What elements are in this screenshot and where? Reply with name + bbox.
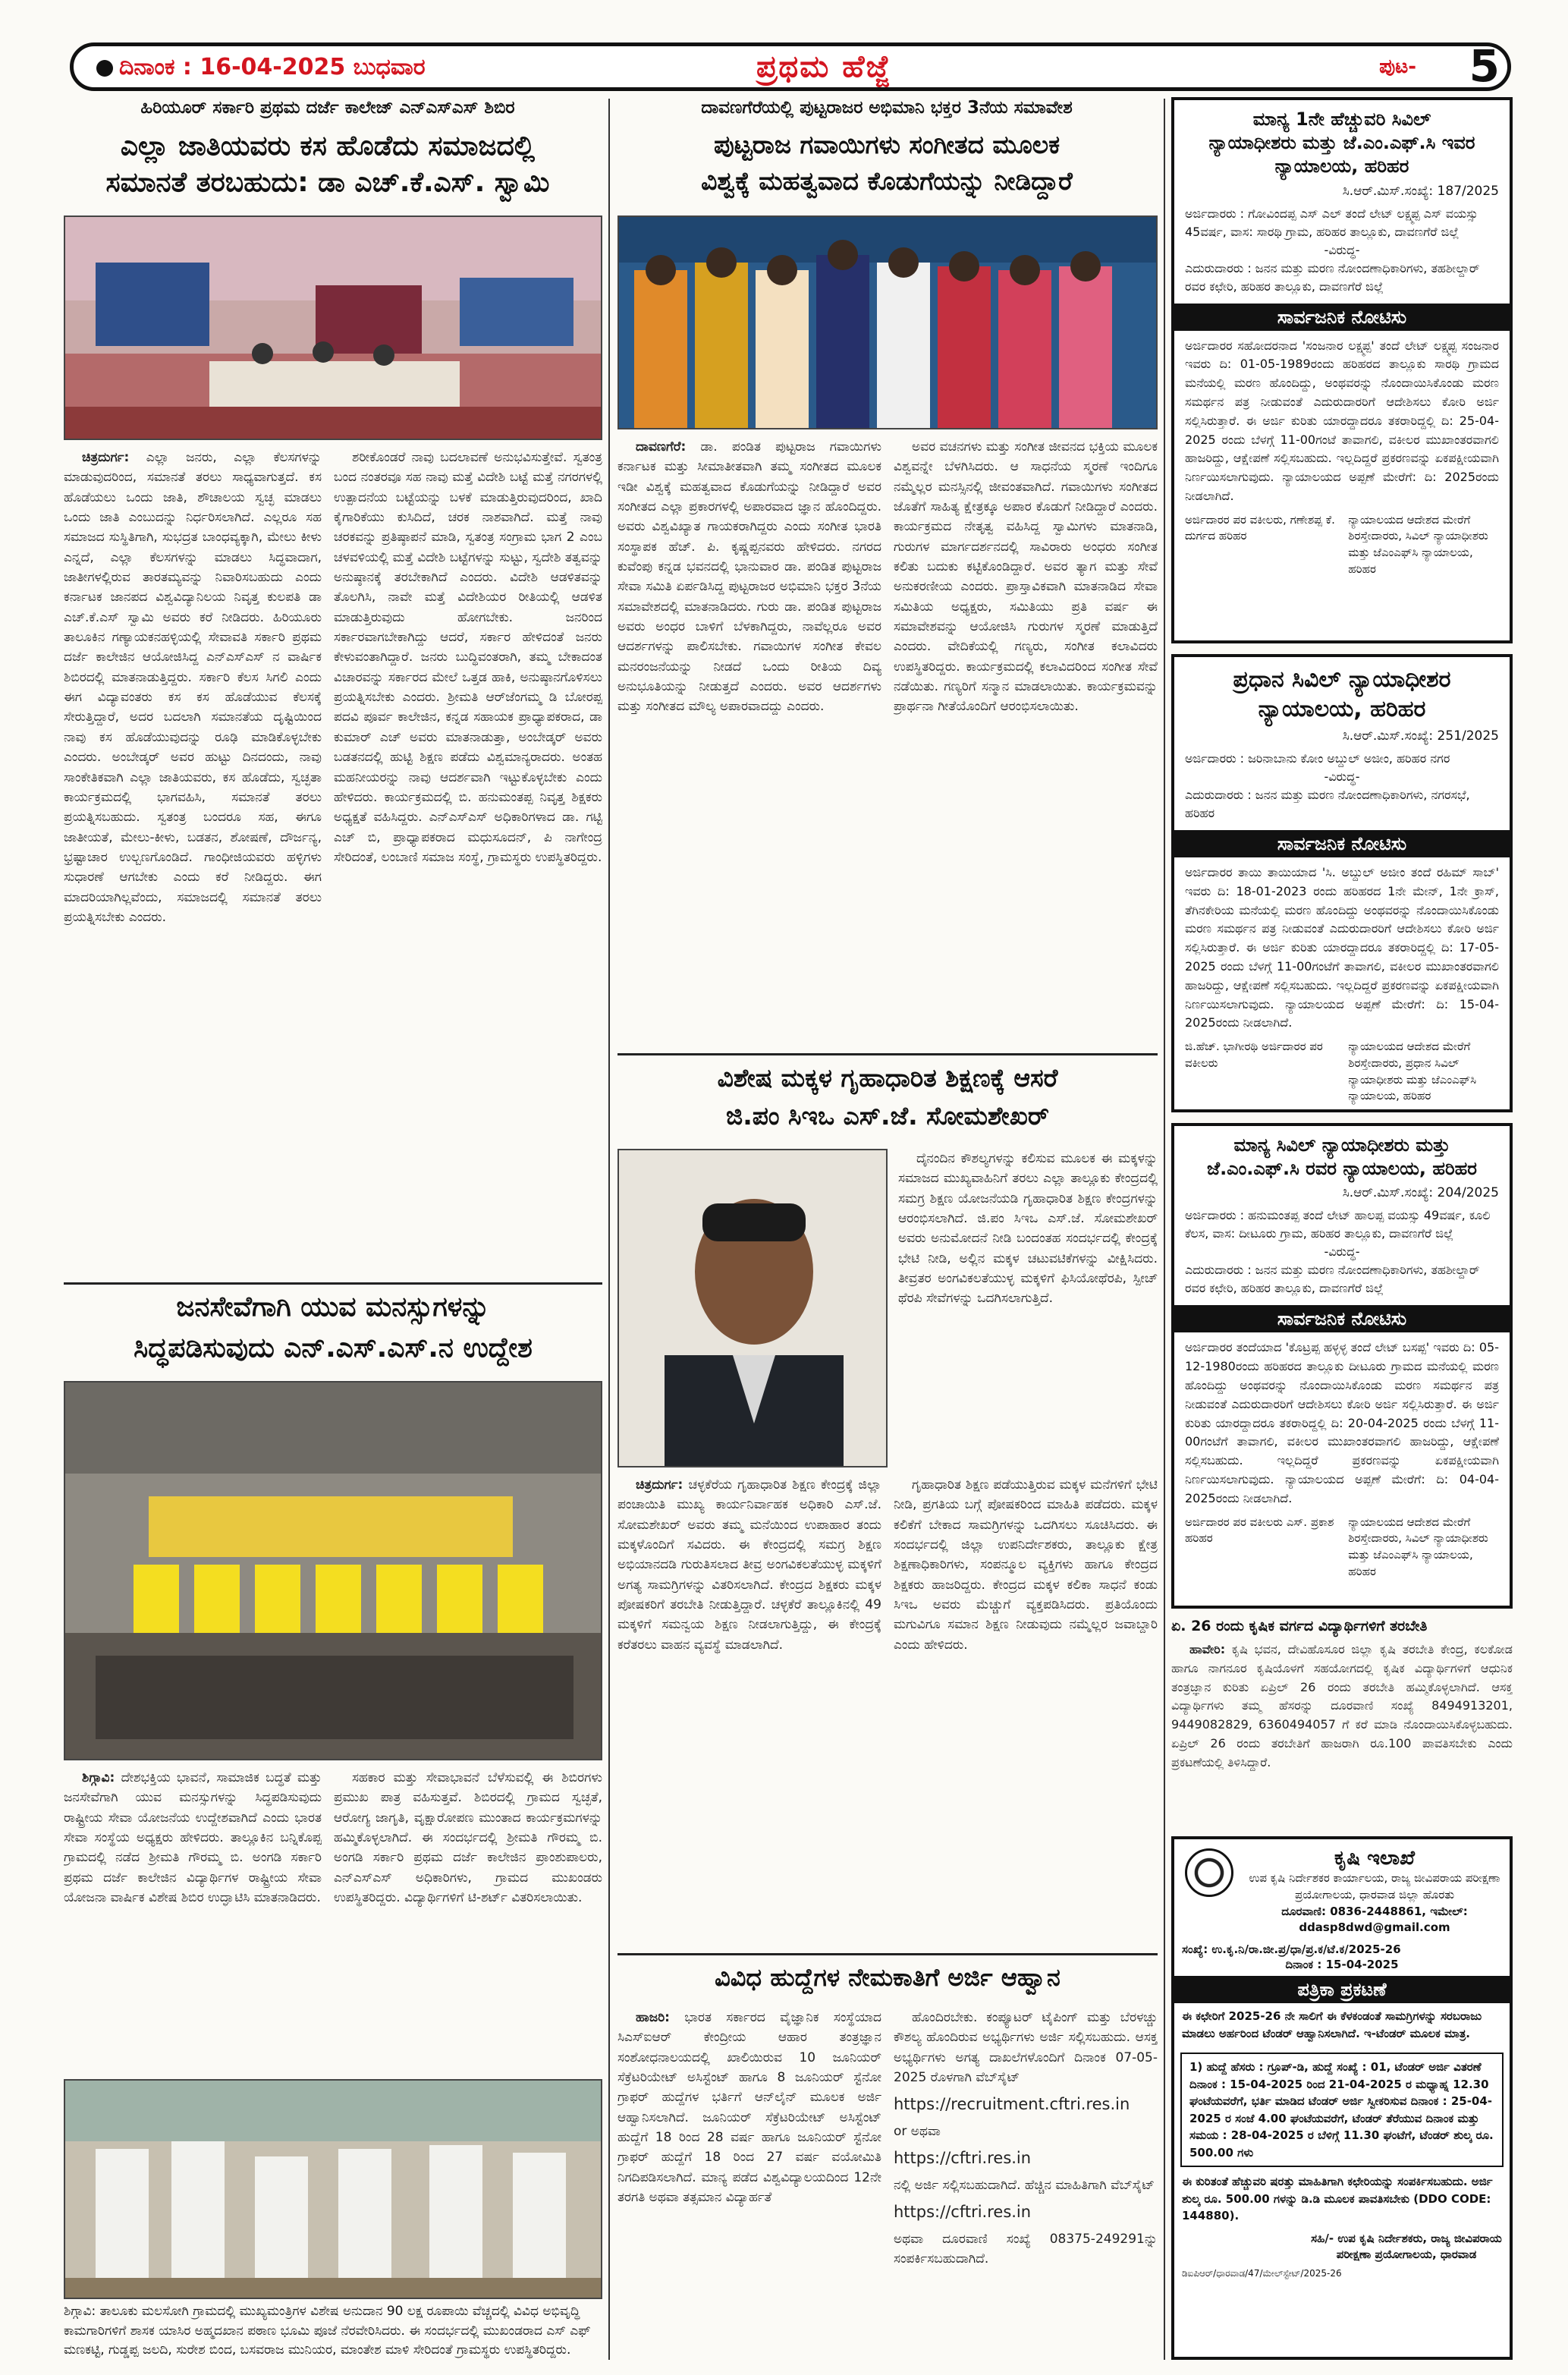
krishi-notes: ಈ ಕುರಿತಂತೆ ಹೆಚ್ಚುವರಿ ಷರತ್ತು ಮಾಹಿತಿಗಾಗಿ ಕಛೇರಿಯನ್ನು ಸಂಪರ್ಕಿಸಬಹುದು. ಅರ್ಜಿ ಶುಲ್ಕ ರೂ. 500.00 ಗಳನ್ನು ಡಿ.ಡಿ ಮೂಲಕ ಪಾವತಿಸಬೇಕು (DDO CODE: 144880). <box>1182 2175 1493 2222</box>
notice2-petitioner: ಅರ್ಜಿದಾರರು : ಜರಿನಾಬಾನು ಕೋಂ ಅಬ್ದುಲ್ ಅಜೀಂ, ಹರಿಹರ ನಗರ <box>1185 751 1450 766</box>
notice1-respondent: ಎದುರುದಾರರು : ಜನನ ಮತ್ತು ಮರಣ ನೋಂದಣಾಧಿಕಾರಿಗಳು, ತಹಶೀಲ್ದಾರ್ ರವರ ಕಛೇರಿ, ಹರಿಹರ ತಾಲ್ಲೂಕು, ದಾವಣಗೆರೆ ಜಿಲ್ಲೆ <box>1185 260 1480 294</box>
notice2-signature-left: ಜಿ.ಹೆಚ್. ಭಾಗೀರಥಿ ಅರ್ಜಿದಾರರ ಪರ ವಕೀಲರು <box>1185 1040 1323 1070</box>
recruitment-link[interactable]: https://recruitment.cftri.res.in <box>894 2095 1130 2114</box>
story5-dateline: ಹಾಜರಿ: <box>636 2010 670 2025</box>
notice1-signature-left: ಅರ್ಜಿದಾರರ ಪರ ವಕೀಲರು, ಗಣೇಶಪ್ಪ ಕೆ. ದುರ್ಗದ ಹರಿಹರ <box>1185 512 1335 543</box>
story2-kicker: ದಾವಣಗೆರೆಯಲ್ಲಿ ಪುಟ್ಟರಾಜರ ಅಭಿಮಾನಿ ಭಕ್ತರ 3ನೆಯ ಸಮಾವೇಶ <box>701 98 1073 118</box>
story4-column-top <box>898 1149 1158 1467</box>
page-number: 5 <box>1469 40 1500 92</box>
section-divider <box>64 1282 602 1285</box>
brief-headline: ಏ. 26 ರಂದು ಕೃಷಿಕ ವರ್ಗದ ವಿದ್ಯಾರ್ಥಿಗಳಿಗೆ ತರಬೇತಿ <box>1171 1618 1428 1634</box>
krishi-reference: ಸಂಖ್ಯೆ: ಉ.ಕೃ.ನಿ/ರಾ.ಜೀ.ಪ್ರ/ಧಾ/ಪ್ರ.ಕ/ಟೆ.ಕ/2025-26 <box>1182 1942 1401 1956</box>
story5-text-3: ನಲ್ಲಿ ಅರ್ಜಿ ಸಲ್ಲಿಸಬಹುದಾಗಿದೆ. ಹೆಚ್ಚಿನ ಮಾಹಿತಿಗಾಗಿ ವೆಬ್‌ಸೈಟ್ <box>894 2177 1155 2193</box>
story5-headline: ವಿವಿಧ ಹುದ್ದೆಗಳ ನೇಮಕಾತಿಗೆ ಅರ್ಜಿ ಆಹ್ವಾನ <box>715 1963 1061 1992</box>
brief-body <box>1171 1640 1513 1829</box>
story5-column-1 <box>617 2008 881 2364</box>
story2-column-2 <box>894 437 1158 1044</box>
story4-portrait-photo <box>617 1149 888 1467</box>
story2-headline-2: ವಿಶ್ವಕ್ಕೆ ಮಹತ್ವವಾದ ಕೊಡುಗೆಯನ್ನು ನೀಡಿದ್ದಾರೆ <box>701 166 1073 196</box>
notice2-case-no: ಸಿ.ಆರ್.ಮಿಸ್.ಸಂಖ್ಯೆ: 251/2025 <box>1342 728 1499 744</box>
notice2-respondent: ಎದುರುದಾರರು : ಜನನ ಮತ್ತು ಮರಣ ನೋಂದಣಾಧಿಕಾರಿಗಳು, ನಗರಸಭೆ, ಹರಿಹರ <box>1185 788 1470 820</box>
press-release-banner: ಪತ್ರಿಕಾ ಪ್ರಕಟಣೆ <box>1174 1976 1510 2003</box>
link-separator: or ಅಥವಾ <box>894 2123 941 2139</box>
story2-headline-1: ಪುಟ್ಟರಾಜ ಗವಾಯಿಗಳು ಸಂಗೀತದ ಮೂಲಕ <box>713 130 1061 159</box>
notice1-versus: -ವಿರುದ್ಧ- <box>1324 242 1360 257</box>
notice3-text: ಅರ್ಜಿದಾರರ ತಂದೆಯಾದ 'ಕೊಟ್ರಪ್ಪ ಹಳ್ಳಳ್ಳ ತಂದೆ ಲೇಟ್ ಬಸಪ್ಪ' ಇವರು ದಿ: 05-12-1980ರಂದು ಹರಿಹರದ ತಾಲ್ಲೂಕು ದೀಟೂರು ಗ್ರಾಮದ ಮನೆಯಲ್ಲಿ ಮರಣ ಹೊಂದಿದ್ದು ಅಂಥವರನ್ನು ನೊಂದಾಯಿಸಿಕೊಂಡು ಮರಣ ಸಮರ್ಥನ ಪತ್ರ ನೀಡುವಂತೆ ಎದುರುದಾರರಿಗೆ ಆದೇಶಿಸಲು ಕೋರಿ ಅರ್ಜಿ ಸಲ್ಲಿಸಿರುತ್ತಾರೆ. ಈ ಅರ್ಜಿ ಕುರಿತು ಯಾರದ್ದಾದರೂ ತಕರಾರಿದ್ದಲ್ಲಿ ದಿ: 20-04-2025 ರಂದು ಬೆಳಗ್ಗೆ 11-00ಗಂಟೆಗೆ ತಾವಾಗಲಿ, ವಕೀಲರ ಮುಖಾಂತರವಾಗಲಿ ಹಾಜರಿದ್ದು, ಆಕ್ಷೇಪಣೆ ಸಲ್ಲಿಸಬಹುದು. ಇಲ್ಲದಿದ್ದರೆ ಪ್ರಕರಣವನ್ನು ಏಕಪಕ್ಷೀಯವಾಗಿ ನಿರ್ಣಯಿಸಲಾಗುವುದು. ನ್ಯಾಯಾಲಯದ ಅಪ್ಪಣೆ ಮೇರೆಗೆ: ದಿ: 04-04- 2025ರಂದು ನೀಡಲಾಗಿದೆ. <box>1185 1340 1499 1505</box>
story5-phone: ಅಥವಾ ದೂರವಾಣಿ ಸಂಖ್ಯೆ 08375-249291ನ್ನು ಸಂಪರ್ಕಿಸಬಹುದಾಗಿದೆ. <box>894 2231 1158 2267</box>
notice3-signature-right: ನ್ಯಾಯಾಲಯದ ಆದೇಶದ ಮೇರೆಗೆ ಶಿರಸ್ತೇದಾರರು, ಸಿವಿಲ್ ನ್ಯಾಯಾಧೀಶರು ಮತ್ತು ಜೆಎಂಎಫ್‌ಸಿ ನ್ಯಾಯಾಲಯ, ಹರಿಹರ <box>1348 1515 1488 1578</box>
krishi-signature: ಸಹಿ/- ಉಪ ಕೃಷಿ ನಿರ್ದೇಶಕರು, ರಾಜ್ಯ ಜೀವಿಪರಾಯ ಪರೀಕ್ಷಣಾ ಪ್ರಯೋಗಾಲಯ, ಧಾರವಾಡ <box>1311 2231 1502 2262</box>
notice3-case-no: ಸಿ.ಆರ್.ಮಿಸ್.ಸಂಖ್ಯೆ: 204/2025 <box>1342 1185 1499 1201</box>
story4-dateline: ಚಿತ್ರದುರ್ಗ: <box>636 1477 683 1493</box>
story1-photo <box>64 215 602 440</box>
column-divider <box>1164 99 1165 2360</box>
issue-date: ದಿನಾಂಕ : 16-04-2025 ಬುಧವಾರ <box>119 54 426 80</box>
notice3-title-1: ಮಾನ್ಯ ಸಿವಿಲ್ ನ್ಯಾಯಾಧೀಶರು ಮತ್ತು <box>1233 1134 1450 1156</box>
story5-text-1: ಭಾರತ ಸರ್ಕಾರದ ವೈಜ್ಞಾನಿಕ ಸಂಸ್ಥೆಯಾದ ಸಿಎಸ್‌ಐಆರ್ ಕೇಂದ್ರೀಯ ಆಹಾರ ತಂತ್ರಜ್ಞಾನ ಸಂಶೋಧನಾಲಯದಲ್ಲಿ ಖಾಲಿಯಿರುವ 10 ಜೂನಿಯರ್ ಸೆಕ್ರೆಟರಿಯೇಟ್ ಅಸಿಸ್ಟೆಂಟ್ ಹಾಗೂ 8 ಜೂನಿಯರ್ ಸ್ಟೆನೋ ಗ್ರಾಫರ್ ಹುದ್ದೆಗಳ ಭರ್ತಿಗೆ ಆನ್‌ಲೈನ್ ಮೂಲಕ ಅರ್ಜಿ ಆಹ್ವಾನಿಸಲಾಗಿದೆ. ಜೂನಿಯರ್ ಸೆಕ್ರೆಟರಿಯೇಟ್ ಅಸಿಸ್ಟೆಂಟ್ ಹುದ್ದೆಗೆ 18 ರಿಂದ 28 ವರ್ಷ ಹಾಗೂ ಜೂನಿಯರ್ ಸ್ಟೆನೋ ಗ್ರಾಫರ್ ಹುದ್ದೆಗೆ 18 ರಿಂದ 27 ವರ್ಷ ವಯೋಮಿತಿ ನಿಗದಿಪಡಿಸಲಾಗಿದೆ. ಮಾನ್ಯ ಪಡೆದ ವಿಶ್ವವಿದ್ಯಾಲಯದಿಂದ 12ನೇ ತರಗತಿ ಅಥವಾ ತತ್ಸಮಾನ ವಿದ್ಯಾರ್ಹತೆ <box>617 2010 881 2206</box>
notice1-heading: ಸಾರ್ವಜನಿಕ ನೋಟಿಸು <box>1174 304 1510 331</box>
krishi-title: ಕೃಷಿ ಇಲಾಖೆ <box>1334 1847 1416 1870</box>
story1-column-1 <box>64 448 322 1275</box>
story1-text-2: ಶರೀಕೊಂಡರೆ ನಾವು ಬದಲಾವಣೆ ಅನುಭವಿಸುತ್ತೇವೆ. ಸ್ವತಂತ್ರ ಬಂದ ನಂತರವೂ ಸಹ ನಾವು ಮತ್ತೆ ವಿದೇಶಿ ಬಟ್ಟೆ ಮತ್ತೆ ನಗರಗಳಲ್ಲಿ ಉತ್ಪಾದನೆಯ ಬಟ್ಟೆಯನ್ನು ಬಳಕೆ ಮಾಡುತ್ತಿರುವುದರಿಂದ, ಖಾದಿ ಕೈಗಾರಿಕೆಯು ಕುಸಿದಿದೆ, ಚರಕ ನಾಶವಾಗಿದೆ. ಮತ್ತೆ ನಾವು ಚರಕವನ್ನು ಪ್ರತಿಷ್ಠಾಪನೆ ಮಾಡಿ, ಸ್ವತಂತ್ರ ಸಂಗ್ರಾಮ ಭಾಗ 2 ಎಂಬ ಚಳವಳಿಯಲ್ಲಿ ಮತ್ತೆ ವಿದೇಶಿ ಬಟ್ಟೆಗಳನ್ನು ಸುಟ್ಟು, ಸ್ವದೇಶಿ ತತ್ವವನ್ನು ಅನುಷ್ಠಾನಕ್ಕೆ ತರಬೇಕಾಗಿದೆ ಎಂದರು. ವಿದೇಶಿ ಆಡಳಿತವನ್ನು ತೊಲಗಿಸಿ, ನಾವೇ ಮತ್ತೆ ವಿದೇಶಿಯರ ರೀತಿಯಲ್ಲಿ ಆಡಳಿತ ಮಾಡುತ್ತಿರುವುದು ಹೋಗಬೇಕು. ಜನರಿಂದ ಸರ್ಕಾರವಾಗಬೇಕಾಗಿದ್ದು ಆದರೆ, ಸರ್ಕಾರ ಹೇಳಿದಂತೆ ಜನರು ಕೇಳುವಂತಾಗಿದ್ದಾರೆ. ಜನರು ಬುದ್ಧಿವಂತರಾಗಿ, ತಮ್ಮ ಬೇಕಾದಂತ ವಿಚಾರವನ್ನು ಸರ್ಕಾರದ ಮೇಲೆ ಒತ್ತಡ ಹಾಕಿ, ಅನುಷ್ಠಾನಗೊಳಿಸಲು ಪ್ರಯತ್ನಿಸಬೇಕು ಎಂದರು. ಶ್ರೀಮತಿ ಆರ್‌ಜೆಂಗಮ್ಮ ಡಿ ಬೋರಪ್ಪ ಪದವಿ ಪೂರ್ವ ಕಾಲೇಜಿನ, ಕನ್ನಡ ಸಹಾಯಕ ಪ್ರಾಧ್ಯಾಪಕರಾದ, ಡಾ ಕುಮಾರ್ ಎಚ್ ಅವರು ಮಾತನಾಡುತ್ತಾ, ಅಂಬೇಡ್ಕರ್ ಅವರು ಬಡತನದಲ್ಲಿ ಹುಟ್ಟಿ ಶಿಕ್ಷಣ ಪಡೆದು ವಿಶ್ವಮಾನ್ಯರಾದರು. ಅಂತಹ ಮಹನೀಯರನ್ನು ನಾವು ಆದರ್ಶವಾಗಿ ಇಟ್ಟುಕೊಳ್ಳಬೇಕು ಎಂದು ಹೇಳಿದರು. ಕಾರ್ಯಕ್ರಮದಲ್ಲಿ ಬಿ. ಹನುಮಂತಪ್ಪ ನಿವೃತ್ತ ಶಿಕ್ಷಕರು ಅಧ್ಯಕ್ಷತೆ ವಹಿಸಿದ್ದರು. ಎನ್‌ಎಸ್‌ಎಸ್ ಅಧಿಕಾರಿಗಳಾದ ಡಾ. ಗಟ್ಟಿ ಎಚ್ ಬಿ, ಪ್ರಾಧ್ಯಾಪಕರಾದ ಮಧುಸೂದನ್, ಪಿ ನಾಗೇಂದ್ರ ಸೇರಿದಂತೆ, ಲಂಬಾಣಿ ಸಮಾಜ ಸಂಸ್ಥೆ, ಗ್ರಾಮಸ್ಥರು ಉಪಸ್ಥಿತರಿದ್ದರು. <box>334 450 602 865</box>
story1-kicker: ಹಿರಿಯೂರ್ ಸರ್ಕಾರಿ ಪ್ರಥಮ ದರ್ಜೆ ಕಾಲೇಜ್ ಎನ್‌ಎಸ್‌ಎಸ್ ಶಿಬಿರ <box>140 98 515 118</box>
krishi-date: ದಿನಾಂಕ : 15-04-2025 <box>1285 1958 1399 1971</box>
government-seal-icon <box>1185 1848 1233 1897</box>
column-divider <box>608 99 610 2360</box>
story1-headline-1: ಎಲ್ಲಾ ಜಾತಿಯವರು ಕಸ ಹೊಡೆದು ಸಮಾಜದಲ್ಲಿ <box>120 131 536 162</box>
brief-text: ಕೃಷಿ ಭವನ, ದೇವಿಹೊಸೂರ ಜಿಲ್ಲಾ ಕೃಷಿ ತರಬೇತಿ ಕೇಂದ್ರ, ಕಲಕೋಡ ಹಾಗೂ ನಾಗನೂರ ಕೃಷಿಯೊಳಗೆ ಸಹಯೋಗದಲ್ಲಿ ಕೃಷಿಕ ವಿದ್ಯಾರ್ಥಿಗಳಿಗೆ ಆಧುನಿಕ ತಂತ್ರಜ್ಞಾನ ಕುರಿತು ಏಪ್ರಿಲ್ 26 ರಂದು ತರಬೇತಿ ಹಮ್ಮಿಕೊಳ್ಳಲಾಗಿದೆ. ಆಸಕ್ತ ವಿದ್ಯಾರ್ಥಿಗಳು ತಮ್ಮ ಹೆಸರನ್ನು ದೂರವಾಣಿ ಸಂಖ್ಯೆ 8494913201, 9449082829, 6360494057 ಗೆ ಕರೆ ಮಾಡಿ ನೊಂದಾಯಿಸಿಕೊಳ್ಳಬಹುದು. ಏಪ್ರಿಲ್ 26 ರಂದು ತರಬೇತಿಗೆ ಹಾಜರಾಗಿ ರೂ.100 ಪಾವತಿಸಬೇಕು ಎಂದು ಪ್ರಕಟಣೆಯಲ್ಲಿ ತಿಳಿಸಿದ್ದಾರೆ. <box>1171 1642 1513 1769</box>
story3-photo <box>64 1381 602 1760</box>
story4-text-top: ದೈನಂದಿನ ಕೌಶಲ್ಯಗಳನ್ನು ಕಲಿಸುವ ಮೂಲಕ ಈ ಮಕ್ಕಳನ್ನು ಸಮಾಜದ ಮುಖ್ಯವಾಹಿನಿಗೆ ತರಲು ಎಲ್ಲಾ ತಾಲ್ಲೂಕು ಕೇಂದ್ರದಲ್ಲಿ ಸಮಗ್ರ ಶಿಕ್ಷಣ ಯೋಜನೆಯಡಿ ಗೃಹಾಧಾರಿತ ಶಿಕ್ಷಣ ಕೇಂದ್ರಗಳನ್ನು ಆರಂಭಿಸಲಾಗಿದೆ. ಜಿ.ಪಂ ಸಿಇಒ ಎಸ್.ಜೆ. ಸೋಮಶೇಖರ್ ಅವರು ಅನುಮೋದನೆ ನೀಡಿ ಬಂದಂತಹ ಸಂದರ್ಭದಲ್ಲಿ ಕೇಂದ್ರಕ್ಕೆ ಭೇಟಿ ನೀಡಿ, ಅಲ್ಲಿನ ಮಕ್ಕಳ ಚಟುವಟಿಕೆಗಳನ್ನು ವೀಕ್ಷಿಸಿದರು. ತೀವ್ರತರ ಅಂಗವಿಕಲತೆಯುಳ್ಳ ಮಕ್ಕಳಿಗೆ ಫಿಸಿಯೋಥೆರಪಿ, ಸ್ಪೀಚ್ ಥೆರಪಿ ಸೇವೆಗಳನ್ನು ಒದಗಿಸಲಾಗುತ್ತಿದೆ. <box>898 1151 1158 1307</box>
notice3-signature-left: ಅರ್ಜಿದಾರರ ಪರ ವಕೀಲರು ಎಸ್. ಪ್ರಕಾಶ ಹರಿಹರ <box>1185 1515 1334 1546</box>
story3-second-photo <box>64 2079 602 2299</box>
section-divider <box>617 1053 1158 1055</box>
notice3-respondent: ಎದುರುದಾರರು : ಜನನ ಮತ್ತು ಮರಣ ನೋಂದಣಾಧಿಕಾರಿಗಳು, ತಹಶೀಲ್ದಾರ್ ರವರ ಕಛೇರಿ, ಹರಿಹರ ತಾಲ್ಲೂಕು, ದಾವಣಗೆರೆ ಜಿಲ್ಲೆ <box>1185 1263 1480 1296</box>
story4-text-2: ಗೃಹಾಧಾರಿತ ಶಿಕ್ಷಣ ಪಡೆಯುತ್ತಿರುವ ಮಕ್ಕಳ ಮನೆಗಳಿಗೆ ಭೇಟಿ ನೀಡಿ, ಪ್ರಗತಿಯ ಬಗ್ಗೆ ಪೋಷಕರಿಂದ ಮಾಹಿತಿ ಪಡೆದರು. ಮಕ್ಕಳ ಕಲಿಕೆಗೆ ಬೇಕಾದ ಸಾಮಗ್ರಿಗಳನ್ನು ಒದಗಿಸಲು ಸೂಚಿಸಿದರು. ಈ ಸಂದರ್ಭದಲ್ಲಿ ಜಿಲ್ಲಾ ಉಪನಿರ್ದೇಶಕರು, ತಾಲ್ಲೂಕು ಕ್ಷೇತ್ರ ಶಿಕ್ಷಣಾಧಿಕಾರಿಗಳು, ಸಂಪನ್ಮೂಲ ವ್ಯಕ್ತಿಗಳು ಹಾಗೂ ಕೇಂದ್ರದ ಶಿಕ್ಷಕರು ಹಾಜರಿದ್ದರು. ಕೇಂದ್ರದ ಮಕ್ಕಳ ಕಲಿಕಾ ಸಾಧನೆ ಕಂಡು ಸಿಇಒ ಅವರು ಮೆಚ್ಚುಗೆ ವ್ಯಕ್ತಪಡಿಸಿದರು. ಪ್ರತಿಯೊಂದು ಮಗುವಿಗೂ ಸಮಾನ ಶಿಕ್ಷಣ ನೀಡುವುದು ನಮ್ಮೆಲ್ಲರ ಜವಾಬ್ದಾರಿ ಎಂದು ಹೇಳಿದರು. <box>894 1477 1158 1653</box>
story3-column-1 <box>64 1768 322 2071</box>
court-notice-1 <box>1171 97 1513 643</box>
court-notice-3 <box>1171 1123 1513 1609</box>
story2-dateline: ದಾವಣಗೆರೆ: <box>636 439 687 455</box>
story2-photo <box>617 215 1158 429</box>
story4-column-2 <box>894 1475 1158 1946</box>
newspaper-title: ಪ್ರಥಮ ಹೆಜ್ಜೆ <box>756 49 891 84</box>
masthead <box>70 42 1511 91</box>
notice3-title-2: ಜೆ.ಎಂ.ಎಫ್.ಸಿ ರವರ ನ್ಯಾಯಾಲಯ, ಹರಿಹರ <box>1207 1158 1477 1180</box>
notice2-signature-right: ನ್ಯಾಯಾಲಯದ ಆದೇಶದ ಮೇರೆಗೆ ಶಿರಸ್ತೇದಾರರು, ಪ್ರಧಾನ ಸಿವಿಲ್ ನ್ಯಾಯಾಧೀಶರು ಮತ್ತು ಜೆಎಂಎಫ್‌ಸಿ ನ್ಯಾಯಾಲಯ, ಹರಿಹರ <box>1348 1040 1477 1103</box>
story1-dateline: ಚಿತ್ರದುರ್ಗ: <box>82 450 130 465</box>
krishi-intro: ಈ ಕಛೇರಿಗೆ 2025-26 ನೇ ಸಾಲಿಗೆ ಈ ಕೆಳಕಂಡಂತೆ ಸಾಮಗ್ರಿಗಳನ್ನು ಸರಬರಾಜು ಮಾಡಲು ಅರ್ಹರಿಂದ ಟೆಂಡರ್ ಆಹ್ವಾನಿಸಲಾಗಿದೆ. ಇ-ಟೆಂಡರ್ ಮೂಲಕ ಮಾತ್ರ. <box>1182 2009 1482 2040</box>
court-notice-2 <box>1171 654 1513 1112</box>
notice2-text: ಅರ್ಜಿದಾರರ ತಾಯಿ ತಾಯಿಯಾದ 'ಸಿ. ಅಬ್ದುಲ್ ಅಜೀಂ ತಂದೆ ರಹಿಮ್ ಸಾಬ್' ಇವರು ದಿ: 18-01-2023 ರಂದು ಹರಿಹರದ 1ನೇ ಮೇನ್, 1ನೇ ಕ್ರಾಸ್, ತೆಗಿನಕೇರಿಯ ಮನೆಯಲ್ಲಿ ಮರಣ ಹೊಂದಿದ್ದು ಅಂಥವರನ್ನು ನೊಂದಾಯಿಸಿಕೊಂಡು ಮರಣ ಸಮರ್ಥನ ಪತ್ರ ನೀಡುವಂತೆ ಎದುರುದಾರರಿಗೆ ಆದೇಶಿಸಲು ಕೋರಿ ಅರ್ಜಿ ಸಲ್ಲಿಸಿರುತ್ತಾರೆ. ಈ ಅರ್ಜಿ ಕುರಿತು ಯಾರದ್ದಾದರೂ ತಕರಾರಿದ್ದಲ್ಲಿ ದಿ: 17-05-2025 ರಂದು ಬೆಳಗ್ಗೆ 11-00ಗಂಟೆಗೆ ತಾವಾಗಲಿ, ವಕೀಲರ ಮುಖಾಂತರವಾಗಲಿ ಹಾಜರಿದ್ದು, ಆಕ್ಷೇಪಣೆ ಸಲ್ಲಿಸಬಹುದು. ಇಲ್ಲದಿದ್ದರೆ ಪ್ರಕರಣವನ್ನು ಏಕಪಕ್ಷೀಯವಾಗಿ ನಿರ್ಣಯಿಸಲಾಗುವುದು. ನ್ಯಾಯಾಲಯದ ಅಪ್ಪಣೆ ಮೇರೆಗೆ: ದಿ: 15-04-2025ರಂದು ನೀಡಲಾಗಿದೆ. <box>1185 865 1499 1030</box>
krishi-contact: ದೂರವಾಣಿ: 0836-2448861, ಇಮೇಲ್: ddasp8dwd@gmail.com <box>1281 1904 1468 1935</box>
story1-headline-2: ಸಮಾನತೆ ತರಬಹುದು: ಡಾ ಎಚ್.ಕೆ.ಎಸ್. ಸ್ವಾಮಿ <box>105 167 550 198</box>
story3-headline-2: ಸಿದ್ಧಪಡಿಸುವುದು ಎನ್.ಎಸ್.ಎಸ್.ನ ಉದ್ದೇಶ <box>134 1332 533 1364</box>
brief-dateline: ಹಾವೇರಿ: <box>1189 1642 1226 1656</box>
krishi-footer: ಡಿಐಪಿಆರ್/ಧಾರವಾಡ/47/ಮೇಲ್‌ಸ್ಟೇಟ್/2025-26 <box>1182 2268 1342 2279</box>
notice3-versus: -ವಿರುದ್ಧ- <box>1324 1244 1360 1260</box>
story1-column-2 <box>334 448 602 1275</box>
notice1-signature-right: ನ್ಯಾಯಾಲಯದ ಆದೇಶದ ಮೇರೆಗೆ ಶಿರಸ್ತೇದಾರರು, ಸಿವಿಲ್ ನ್ಯಾಯಾಧೀಶರು ಮತ್ತು ಜೆಎಂಎಫ್‌ಸಿ ನ್ಯಾಯಾಲಯ, ಹರಿಹರ <box>1348 512 1488 576</box>
krishi-tender-details: 1) ಹುದ್ದೆ ಹೆಸರು : ಗ್ರೂಪ್-ಡಿ, ಹುದ್ದೆ ಸಂಖ್ಯೆ : 01, ಟೆಂಡರ್ ಅರ್ಜಿ ವಿತರಣೆ ದಿನಾಂಕ : 15-04-2025 ರಿಂದ 21-04-2025 ರ ಮಧ್ಯಾಹ್ನ 12.30 ಘಂಟೆಯವರೆಗೆ, ಭರ್ತಿ ಮಾಡಿದ ಟೆಂಡರ್ ಅರ್ಜಿ ಸ್ವೀಕರಿಸುವ ದಿನಾಂಕ : 25-04-2025 ರ ಸಂಜೆ 4.00 ಘಂಟೆಯವರೆಗೆ, ಟೆಂಡರ್ ತೆರೆಯುವ ದಿನಾಂಕ ಮತ್ತು ಸಮಯ : 28-04-2025 ರ ಬೆಳಿಗ್ಗೆ 11.30 ಘಂಟೆಗೆ, ಟೆಂಡರ್ ಶುಲ್ಕ ರೂ. 500.00 ಗಳು <box>1180 2053 1504 2167</box>
krishi-office-line-1: ಉಪ ಕೃಷಿ ನಿರ್ದೇಶಕರ ಕಾರ್ಯಾಲಯ, ರಾಜ್ಯ ಜೀವಿಪರಾಯ ಪರೀಕ್ಷಣಾ <box>1249 1871 1500 1885</box>
notice1-title-3: ನ್ಯಾಯಾಲಯ, ಹರಿಹರ <box>1274 156 1409 178</box>
story4-column-1 <box>617 1475 881 1946</box>
story3-text-1: ದೇಶಭಕ್ತಿಯ ಭಾವನೆ, ಸಾಮಾಜಿಕ ಬದ್ಧತೆ ಮತ್ತು ಜನಸೇವೆಗಾಗಿ ಯುವ ಮನಸ್ಸುಗಳನ್ನು ಸಿದ್ಧಪಡಿಸುವುದು ರಾಷ್ಟ್ರೀಯ ಸೇವಾ ಯೋಜನೆಯ ಉದ್ದೇಶವಾಗಿದೆ ಎಂದು ಭಾರತ ಸೇವಾ ಸಂಸ್ಥೆಯ ಅಧ್ಯಕ್ಷರು ಹೇಳಿದರು. ತಾಲ್ಲೂಕಿನ ಬನ್ನಿಕೊಪ್ಪ ಗ್ರಾಮದಲ್ಲಿ ನಡೆದ ಶ್ರೀಮತಿ ಗೌರಮ್ಮ ಬಿ. ಅಂಗಡಿ ಸರ್ಕಾರಿ ಪ್ರಥಮ ದರ್ಜೆ ಕಾಲೇಜಿನ ವಿದ್ಯಾರ್ಥಿಗಳ ರಾಷ್ಟ್ರೀಯ ಸೇವಾ ಯೋಜನಾ ವಾರ್ಷಿಕ ವಿಶೇಷ ಶಿಬಿರ ಉದ್ಘಾಟಿಸಿ ಮಾತನಾಡಿದರು. <box>64 1770 322 1906</box>
section-divider <box>617 1953 1158 1955</box>
story4-headline-2: ಜಿ.ಪಂ ಸಿಇಒ ಎಸ್.ಜೆ. ಸೋಮಶೇಖರ್ <box>726 1101 1049 1131</box>
cftri-link[interactable]: https://cftri.res.in <box>894 2149 1032 2168</box>
krishi-tender-notice <box>1171 1836 1513 2360</box>
krishi-office-line-2: ಪ್ರಯೋಗಾಲಯ, ಧಾರವಾಡ ಜಿಲ್ಲಾ ಹೊರತು <box>1295 1887 1454 1902</box>
story2-column-1 <box>617 437 881 1044</box>
notice2-heading: ಸಾರ್ವಜನಿಕ ನೋಟಿಸು <box>1174 830 1510 857</box>
notice1-title-2: ನ್ಯಾಯಾಧೀಶರು ಮತ್ತು ಜೆ.ಎಂ.ಎಫ್.ಸಿ ಇವರ <box>1208 132 1475 154</box>
story3-text-2: ಸಹಕಾರ ಮತ್ತು ಸೇವಾಭಾವನೆ ಬೆಳೆಸುವಲ್ಲಿ ಈ ಶಿಬಿರಗಳು ಪ್ರಮುಖ ಪಾತ್ರ ವಹಿಸುತ್ತವೆ. ಶಿಬಿರದಲ್ಲಿ ಗ್ರಾಮದ ಸ್ವಚ್ಛತೆ, ಆರೋಗ್ಯ ಜಾಗೃತಿ, ವೃಕ್ಷಾರೋಪಣ ಮುಂತಾದ ಕಾರ್ಯಕ್ರಮಗಳನ್ನು ಹಮ್ಮಿಕೊಳ್ಳಲಾಗಿದೆ. ಈ ಸಂದರ್ಭದಲ್ಲಿ ಶ್ರೀಮತಿ ಗೌರಮ್ಮ ಬಿ. ಅಂಗಡಿ ಸರ್ಕಾರಿ ಪ್ರಥಮ ದರ್ಜೆ ಕಾಲೇಜಿನ ಪ್ರಾಂಶುಪಾಲರು, ಎನ್‌ಎಸ್‌ಎಸ್ ಅಧಿಕಾರಿಗಳು, ಗ್ರಾಮದ ಮುಖಂಡರು ಉಪಸ್ಥಿತರಿದ್ದರು. ವಿದ್ಯಾರ್ಥಿಗಳಿಗೆ ಟಿ-ಶರ್ಟ್ ವಿತರಿಸಲಾಯಿತು. <box>334 1770 602 1906</box>
notice2-title-1: ಪ್ರಧಾನ ಸಿವಿಲ್ ನ್ಯಾಯಾಧೀಶರ <box>1233 666 1451 693</box>
notice1-petitioner: ಅರ್ಜಿದಾರರು : ಗೋವಿಂದಪ್ಪ ಎಸ್ ಎಲ್ ತಂದೆ ಲೇಟ್ ಲಕ್ಷ್ಮಪ್ಪ ಎಸ್ ವಯಸ್ಸು 45ವರ್ಷ, ವಾಸ: ಸಾರಥಿ ಗ್ರಾಮ, ಹರಿಹರ ತಾಲ್ಲೂಕು, ದಾವಣಗೆರೆ ಜಿಲ್ಲೆ <box>1185 206 1478 239</box>
story2-text-2: ಅವರ ವಚನಗಳು ಮತ್ತು ಸಂಗೀತ ಜೀವನದ ಭಕ್ತಿಯ ಮೂಲಕ ವಿಶ್ವವನ್ನೇ ಬೆಳಗಿಸಿದರು. ಆ ಸಾಧನೆಯ ಸ್ಮರಣೆ ಇಂದಿಗೂ ನಮ್ಮೆಲ್ಲರ ಮನಸ್ಸಿನಲ್ಲಿ ಜೀವಂತವಾಗಿದೆ. ಗವಾಯಿಗಳು ಸಂಗೀತದ ಜೊತೆಗೆ ಸಾಹಿತ್ಯ ಕ್ಷೇತ್ರಕ್ಕೂ ಅಪಾರ ಕೊಡುಗೆ ನೀಡಿದ್ದಾರೆ ಎಂದರು. ಕಾರ್ಯಕ್ರಮದ ನೇತೃತ್ವ ವಹಿಸಿದ್ದ ಸ್ವಾಮಿಗಳು ಮಾತನಾಡಿ, ಗುರುಗಳ ಮಾರ್ಗದರ್ಶನದಲ್ಲಿ ಸಾವಿರಾರು ಅಂಧರು ಸಂಗೀತ ಕಲಿತು ಬದುಕು ಕಟ್ಟಿಕೊಂಡಿದ್ದಾರೆ. ಅವರ ತ್ಯಾಗ ಮತ್ತು ಸೇವೆ ಅನುಕರಣೀಯ ಎಂದರು. ಪ್ರಾಸ್ತಾವಿಕವಾಗಿ ಮಾತನಾಡಿದ ಸೇವಾ ಸಮಿತಿಯ ಅಧ್ಯಕ್ಷರು, ಸಮಿತಿಯು ಪ್ರತಿ ವರ್ಷ ಈ ಸಮಾವೇಶವನ್ನು ಆಯೋಜಿಸಿ ಗುರುಗಳ ಸ್ಮರಣೆ ಮಾಡುತ್ತಿದೆ ಎಂದರು. ವೇದಿಕೆಯಲ್ಲಿ ಗಣ್ಯರು, ಸಂಗೀತ ಕಲಾವಿದರು ಉಪಸ್ಥಿತರಿದ್ದರು. ಕಾರ್ಯಕ್ರಮದಲ್ಲಿ ಕಲಾವಿದರಿಂದ ಸಂಗೀತ ಸೇವೆ ನಡೆಯಿತು. ಗಣ್ಯರಿಗೆ ಸನ್ಮಾನ ಮಾಡಲಾಯಿತು. ಕಾರ್ಯಕ್ರಮವನ್ನು ಪ್ರಾರ್ಥನಾ ಗೀತೆಯೊಂದಿಗೆ ಆರಂಭಿಸಲಾಯಿತು. <box>894 439 1158 715</box>
story5-column-2 <box>894 2008 1158 2364</box>
story3-photo-caption: ಶಿಗ್ಗಾವಿ: ತಾಲೂಕು ಮಲಸೋಗಿ ಗ್ರಾಮದಲ್ಲಿ ಮುಖ್ಯಮಂತ್ರಿಗಳ ವಿಶೇಷ ಅನುದಾನ 90 ಲಕ್ಷ ರೂಪಾಯಿ ವೆಚ್ಚದಲ್ಲಿ ವಿವಿಧ ಅಭಿವೃದ್ಧಿ ಕಾಮಗಾರಿಗಳಿಗೆ ಶಾಸಕ ಯಾಸಿರ ಅಹ್ಮದಖಾನ ಪಠಾಣ ಭೂಮಿ ಪೂಜೆ ನೆರವೇರಿಸಿದರು. ಈ ಸಂದರ್ಭದಲ್ಲಿ ಮುಖಂಡರಾದ ಎಸ್ ಎಫ್ ಮಣಕಟ್ಟಿ, ಗುಡ್ಡಪ್ಪ ಜಲದಿ, ಸುರೇಶ ಬಿಂದ, ಬಸವರಾಜ ಮುನಿಯರ, ಮಾಂತೇಶ ಮಾಳಿ ಸೇರಿದಂತೆ ಗ್ರಾಮಸ್ಥರು ಉಪಸ್ಥಿತರಿದ್ದರು. <box>64 2304 591 2358</box>
story3-dateline: ಶಿಗ್ಗಾವಿ: <box>82 1770 115 1785</box>
story3-column-2 <box>334 1768 602 2071</box>
ornament-icon <box>96 60 113 77</box>
notice2-versus: -ವಿರುದ್ಧ- <box>1324 769 1360 784</box>
story4-headline-1: ವಿಶೇಷ ಮಕ್ಕಳ ಗೃಹಾಧಾರಿತ ಶಿಕ್ಷಣಕ್ಕೆ ಆಸರೆ <box>717 1063 1058 1093</box>
story3-headline-1: ಜನಸೇವೆಗಾಗಿ ಯುವ ಮನಸ್ಸುಗಳನ್ನು <box>176 1291 490 1323</box>
notice2-title-2: ನ್ಯಾಯಾಲಯ, ಹರಿಹರ <box>1258 696 1426 722</box>
story5-text-2: ಹೊಂದಿರಬೇಕು. ಕಂಪ್ಯೂಟರ್ ಟೈಪಿಂಗ್ ಮತ್ತು ಬೆರಳಚ್ಚು ಕೌಶಲ್ಯ ಹೊಂದಿರುವ ಅಭ್ಯರ್ಥಿಗಳು ಅರ್ಜಿ ಸಲ್ಲಿಸಬಹುದು. ಆಸಕ್ತ ಅಭ್ಯರ್ಥಿಗಳು ಅಗತ್ಯ ದಾಖಲೆಗಳೊಂದಿಗೆ ದಿನಾಂಕ 07-05-2025 ರೊಳಗಾಗಿ ವೆಬ್‌ಸೈಟ್ <box>894 2010 1158 2086</box>
story2-text-1: ಡಾ. ಪಂಡಿತ ಪುಟ್ಟರಾಜ ಗವಾಯಿಗಳು ಕರ್ನಾಟಕ ಮತ್ತು ಸೀಮಾತೀತವಾಗಿ ತಮ್ಮ ಸಂಗೀತದ ಮೂಲಕ ಇಡೀ ವಿಶ್ವಕ್ಕೆ ಮಹತ್ವವಾದ ಕೊಡುಗೆಯನ್ನು ನೀಡಿದ್ದಾರೆ ಅವರ ಸಂಗೀತದ ಎಲ್ಲಾ ಪ್ರಕಾರಗಳಲ್ಲಿ ಅಪಾರವಾದ ಜ್ಞಾನ ಹೊಂದಿದ್ದರು. ಅವರು ವಿಶ್ವವಿಖ್ಯಾತ ಗಾಯಕರಾಗಿದ್ದರು ಎಂದು ಸಂಗೀತ ಭಾರತಿ ಸಂಸ್ಥಾಪಕ ಹೆಚ್. ಪಿ. ಕೃಷ್ಣಪ್ಪನವರು ಹೇಳಿದರು. ನಗರದ ಕುವೆಂಪು ಕನ್ನಡ ಭವನದಲ್ಲಿ ಭಾನುವಾರ ಡಾ. ಪಂಡಿತ ಪುಟ್ಟರಾಜ ಸೇವಾ ಸಮಿತಿ ಏರ್ಪಡಿಸಿದ್ದ ಪುಟ್ಟರಾಜರ ಅಭಿಮಾನಿ ಭಕ್ತರ 3ನೆಯ ಸಮಾವೇಶದಲ್ಲಿ ಮಾತನಾಡಿದರು. ಗುರು ಡಾ. ಪಂಡಿತ ಪುಟ್ಟರಾಜ ಅವರು ಅಂಧರ ಬಾಳಿಗೆ ಬೆಳಕಾಗಿದ್ದರು, ನಾವೆಲ್ಲರೂ ಅವರ ಆದರ್ಶಗಳನ್ನು ಪಾಲಿಸಬೇಕು. ಗವಾಯಿಗಳ ಸಂಗೀತ ಕೇವಲ ಮನರಂಜನೆಯನ್ನು ನೀಡದೆ ಒಂದು ರೀತಿಯ ದಿವ್ಯ ಅನುಭೂತಿಯನ್ನು ನೀಡುತ್ತದೆ ಎಂದರು. ಅವರ ಆದರ್ಶಗಳು ಮತ್ತು ಸಂಗೀತದ ಮೌಲ್ಯ ಅಪಾರವಾದದ್ದು ಎಂದರು. <box>617 439 881 715</box>
story4-text-1: ಚಳ್ಳಕೆರೆಯ ಗೃಹಾಧಾರಿತ ಶಿಕ್ಷಣ ಕೇಂದ್ರಕ್ಕೆ ಜಿಲ್ಲಾ ಪಂಚಾಯಿತಿ ಮುಖ್ಯ ಕಾರ್ಯನಿರ್ವಾಹಕ ಅಧಿಕಾರಿ ಎಸ್.ಜೆ. ಸೋಮಶೇಖರ್ ಅವರು ತಮ್ಮ ಮನೆಯಿಂದ ಉಪಾಹಾರ ತಂದು ಮಕ್ಕಳೊಂದಿಗೆ ಸವಿದರು. ಈ ಕೇಂದ್ರದಲ್ಲಿ ಸಮಗ್ರ ಶಿಕ್ಷಣ ಅಭಿಯಾನದಡಿ ಗುರುತಿಸಲಾದ ತೀವ್ರ ಅಂಗವಿಕಲತೆಯುಳ್ಳ ಮಕ್ಕಳಿಗೆ ಅಗತ್ಯ ಸಾಮಗ್ರಿಗಳನ್ನು ವಿತರಿಸಲಾಗಿದೆ. ಕೇಂದ್ರದ ಶಿಕ್ಷಕರು ಮಕ್ಕಳ ಪೋಷಕರಿಗೆ ತರಬೇತಿ ನೀಡುತ್ತಿದ್ದಾರೆ. ಚಳ್ಳಕೆರೆ ತಾಲ್ಲೂಕಿನಲ್ಲಿ 49 ಮಕ್ಕಳಿಗೆ ಸಮನ್ವಯ ಶಿಕ್ಷಣ ನೀಡಲಾಗುತ್ತಿದ್ದು, ಈ ಕೇಂದ್ರಕ್ಕೆ ಕರೆತರಲು ವಾಹನ ವ್ಯವಸ್ಥೆ ಮಾಡಲಾಗಿದೆ. <box>617 1477 881 1653</box>
notice3-petitioner: ಅರ್ಜಿದಾರರು : ಹನುಮಂತಪ್ಪ ತಂದೆ ಲೇಟ್ ಹಾಲಪ್ಪ ವಯಸ್ಸು 49ವರ್ಷ, ಕೂಲಿ ಕೆಲಸ, ವಾಸ: ದೀಟೂರು ಗ್ರಾಮ, ಹರಿಹರ ತಾಲ್ಲೂಕು, ದಾವಣಗೆರೆ ಜಿಲ್ಲೆ <box>1185 1208 1491 1241</box>
notice1-text: ಅರ್ಜಿದಾರರ ಸಹೋದರನಾದ 'ಸಂಜನಾರ ಲಕ್ಷ್ಮಪ್ಪ' ತಂದೆ ಲೇಟ್ ಲಕ್ಷ್ಮಪ್ಪ ಸಂಜನಾರ ಇವರು ದಿ: 01-05-1989ರಂದು ಹರಿಹರದ ತಾಲ್ಲೂಕು ಸಾರಥಿ ಗ್ರಾಮದ ಮನೆಯಲ್ಲಿ ಮರಣ ಹೊಂದಿದ್ದು, ಅಂಥವರನ್ನು ನೊಂದಾಯಿಸಿಕೊಂಡು ಮರಣ ಸಮರ್ಥನ ಪತ್ರ ನೀಡುವಂತೆ ಎದುರುದಾರರಿಗೆ ಆದೇಶಿಸಲು ಕೋರಿ ಅರ್ಜಿ ಸಲ್ಲಿಸಿರುತ್ತಾರೆ. ಈ ಅರ್ಜಿ ಕುರಿತು ಯಾರದ್ದಾದರೂ ತಕರಾರಿದ್ದಲ್ಲಿ ದಿ: 25-04-2025 ರಂದು ಬೆಳಗ್ಗೆ 11-00ಗಂಟೆ ತಾವಾಗಲಿ, ವಕೀಲರ ಮುಖಾಂತರವಾಗಲಿ ಹಾಜರಿದ್ದು, ಆಕ್ಷೇಪಣೆ ಸಲ್ಲಿಸಬಹುದು. ಇಲ್ಲದಿದ್ದರೆ ಪ್ರಕರಣವನ್ನು ಏಕಪಕ್ಷೀಯವಾಗಿ ನಿರ್ಣಯಿಸಲಾಗುವುದು. ನ್ಯಾಯಾಲಯದ ಅಪ್ಪಣೆ ಮೇರೆಗೆ: ದಿ: 2025ರಂದು ನೀಡಲಾಗಿದೆ. <box>1185 338 1499 503</box>
page-label: ಪುಟ- <box>1379 55 1416 78</box>
story1-text-1: ಎಲ್ಲಾ ಜನರು, ಎಲ್ಲಾ ಕೆಲಸಗಳನ್ನು ಮಾಡುವುದರಿಂದ, ಸಮಾನತೆ ತರಲು ಸಾಧ್ಯವಾಗುತ್ತದೆ. ಕಸ ಹೊಡೆಯಲು ಒಂದು ಜಾತಿ, ಶೌಚಾಲಯ ಸ್ವಚ್ಛ ಮಾಡಲು ಒಂದು ಜಾತಿ ಎಂಬುದನ್ನು ನಿರ್ಧರಿಸಲಾಗಿದೆ. ಎಲ್ಲರೂ ಸಹ ಸಮಾಜದ ಸುಸ್ಥಿತಿಗಾಗಿ, ಸುಭದ್ರತ ಬಾಂಧವ್ಯಕ್ಕಾಗಿ, ಮೇಲು ಕೀಳು ಎನ್ನದೆ, ಎಲ್ಲಾ ಕೆಲಸಗಳನ್ನು ಮಾಡಲು ಸಿದ್ಧವಾದಾಗ, ಜಾತೀಗಳಲ್ಲಿರುವ ತಾರತಮ್ಯವನ್ನು ನಿವಾರಿಸಬಹುದು ಎಂದು ಕರ್ನಾಟಕ ಜಾನಪದ ವಿಶ್ವವಿದ್ಯಾನಿಲಯ ನಿವೃತ್ತ ಕುಲಪತಿ ಡಾ ಎಚ್.ಕೆ.ಎಸ್ ಸ್ವಾಮಿ ಅವರು ಕರೆ ನೀಡಿದರು. ಹಿರಿಯೂರು ತಾಲೂಕಿನ ಗಣ್ಯಾಯಕನಹಳ್ಳಿಯಲ್ಲಿ ಸೇವಾವತಿ ಸರ್ಕಾರಿ ಪ್ರಥಮ ದರ್ಜೆ ಕಾಲೇಜಿನ ಆಯೋಜಿಸಿದ್ದ ಎನ್‌ಎಸ್‌ಎಸ್ ನ ವಾರ್ಷಿಕ ಶಿಬಿರದಲ್ಲಿ ಮಾತನಾಡುತ್ತಿದ್ದರು. ಸರ್ಕಾರಿ ಕೆಲಸ ಸಿಗಲಿ ಎಂದು ಈಗ ವಿದ್ಯಾವಂತರು ಕಸ ಕಸ ಹೊಡೆಯುವ ಕೆಲಸಕ್ಕೆ ಸೇರುತ್ತಿದ್ದಾರೆ, ಅದರ ಬದಲಾಗಿ ಸಮಾನತೆಯ ದೃಷ್ಟಿಯಿಂದ ನಾವು ಕಸ ಹೊಡೆಯುವುದನ್ನು ರೂಢಿ ಮಾಡಿಕೊಳ್ಳಬೇಕು ಎಂದರು. ಅಂಬೇಡ್ಕರ್ ಅವರ ಹುಟ್ಟು ದಿನದಂದು, ನಾವು ಸಾಂಕೇತಿಕವಾಗಿ ಎಲ್ಲಾ ಜಾತಿಯವರು, ಕಸ ಹೊಡೆದು, ಸ್ವಚ್ಛತಾ ಕಾರ್ಯಕ್ರಮದಲ್ಲಿ ಭಾಗವಹಿಸಿ, ಸಮಾನತೆ ತರಲು ಪ್ರಯತ್ನಿಸಬಹುದು. ಸ್ವತಂತ್ರ ಬಂದರೂ ಸಹ, ಈಗೂ ಜಾತೀಯತೆ, ಮೇಲು-ಕೀಳು, ಬಡತನ, ಶೋಷಣೆ, ದೌರ್ಜನ್ಯ, ಭ್ರಷ್ಟಾಚಾರ ಉಲ್ಬಣಗೊಂಡಿದೆ. ಗಾಂಧೀಜಿಯವರು ಹಳ್ಳಿಗಳು ಸುಧಾರಣೆ ಆಗಬೇಕು ಎಂದು ಕರೆ ನೀಡಿದ್ದರು. ಈಗ ಮಾದರಿಯಾಗಿಲ್ಲವೆಂದು, ಸಮಾಜದಲ್ಲಿ ಸಮಾನತೆ ತರಲು ಪ್ರಯತ್ನಿಸಬೇಕು ಎಂದರು. <box>64 450 322 925</box>
notice3-heading: ಸಾರ್ವಜನಿಕ ನೋಟಿಸು <box>1174 1305 1510 1332</box>
cftri-link-2[interactable]: https://cftri.res.in <box>894 2203 1032 2222</box>
notice1-case-no: ಸಿ.ಆರ್.ಮಿಸ್.ಸಂಖ್ಯೆ: 187/2025 <box>1342 183 1499 199</box>
notice1-title-1: ಮಾನ್ಯ 1ನೇ ಹೆಚ್ಚುವರಿ ಸಿವಿಲ್ <box>1252 109 1431 130</box>
